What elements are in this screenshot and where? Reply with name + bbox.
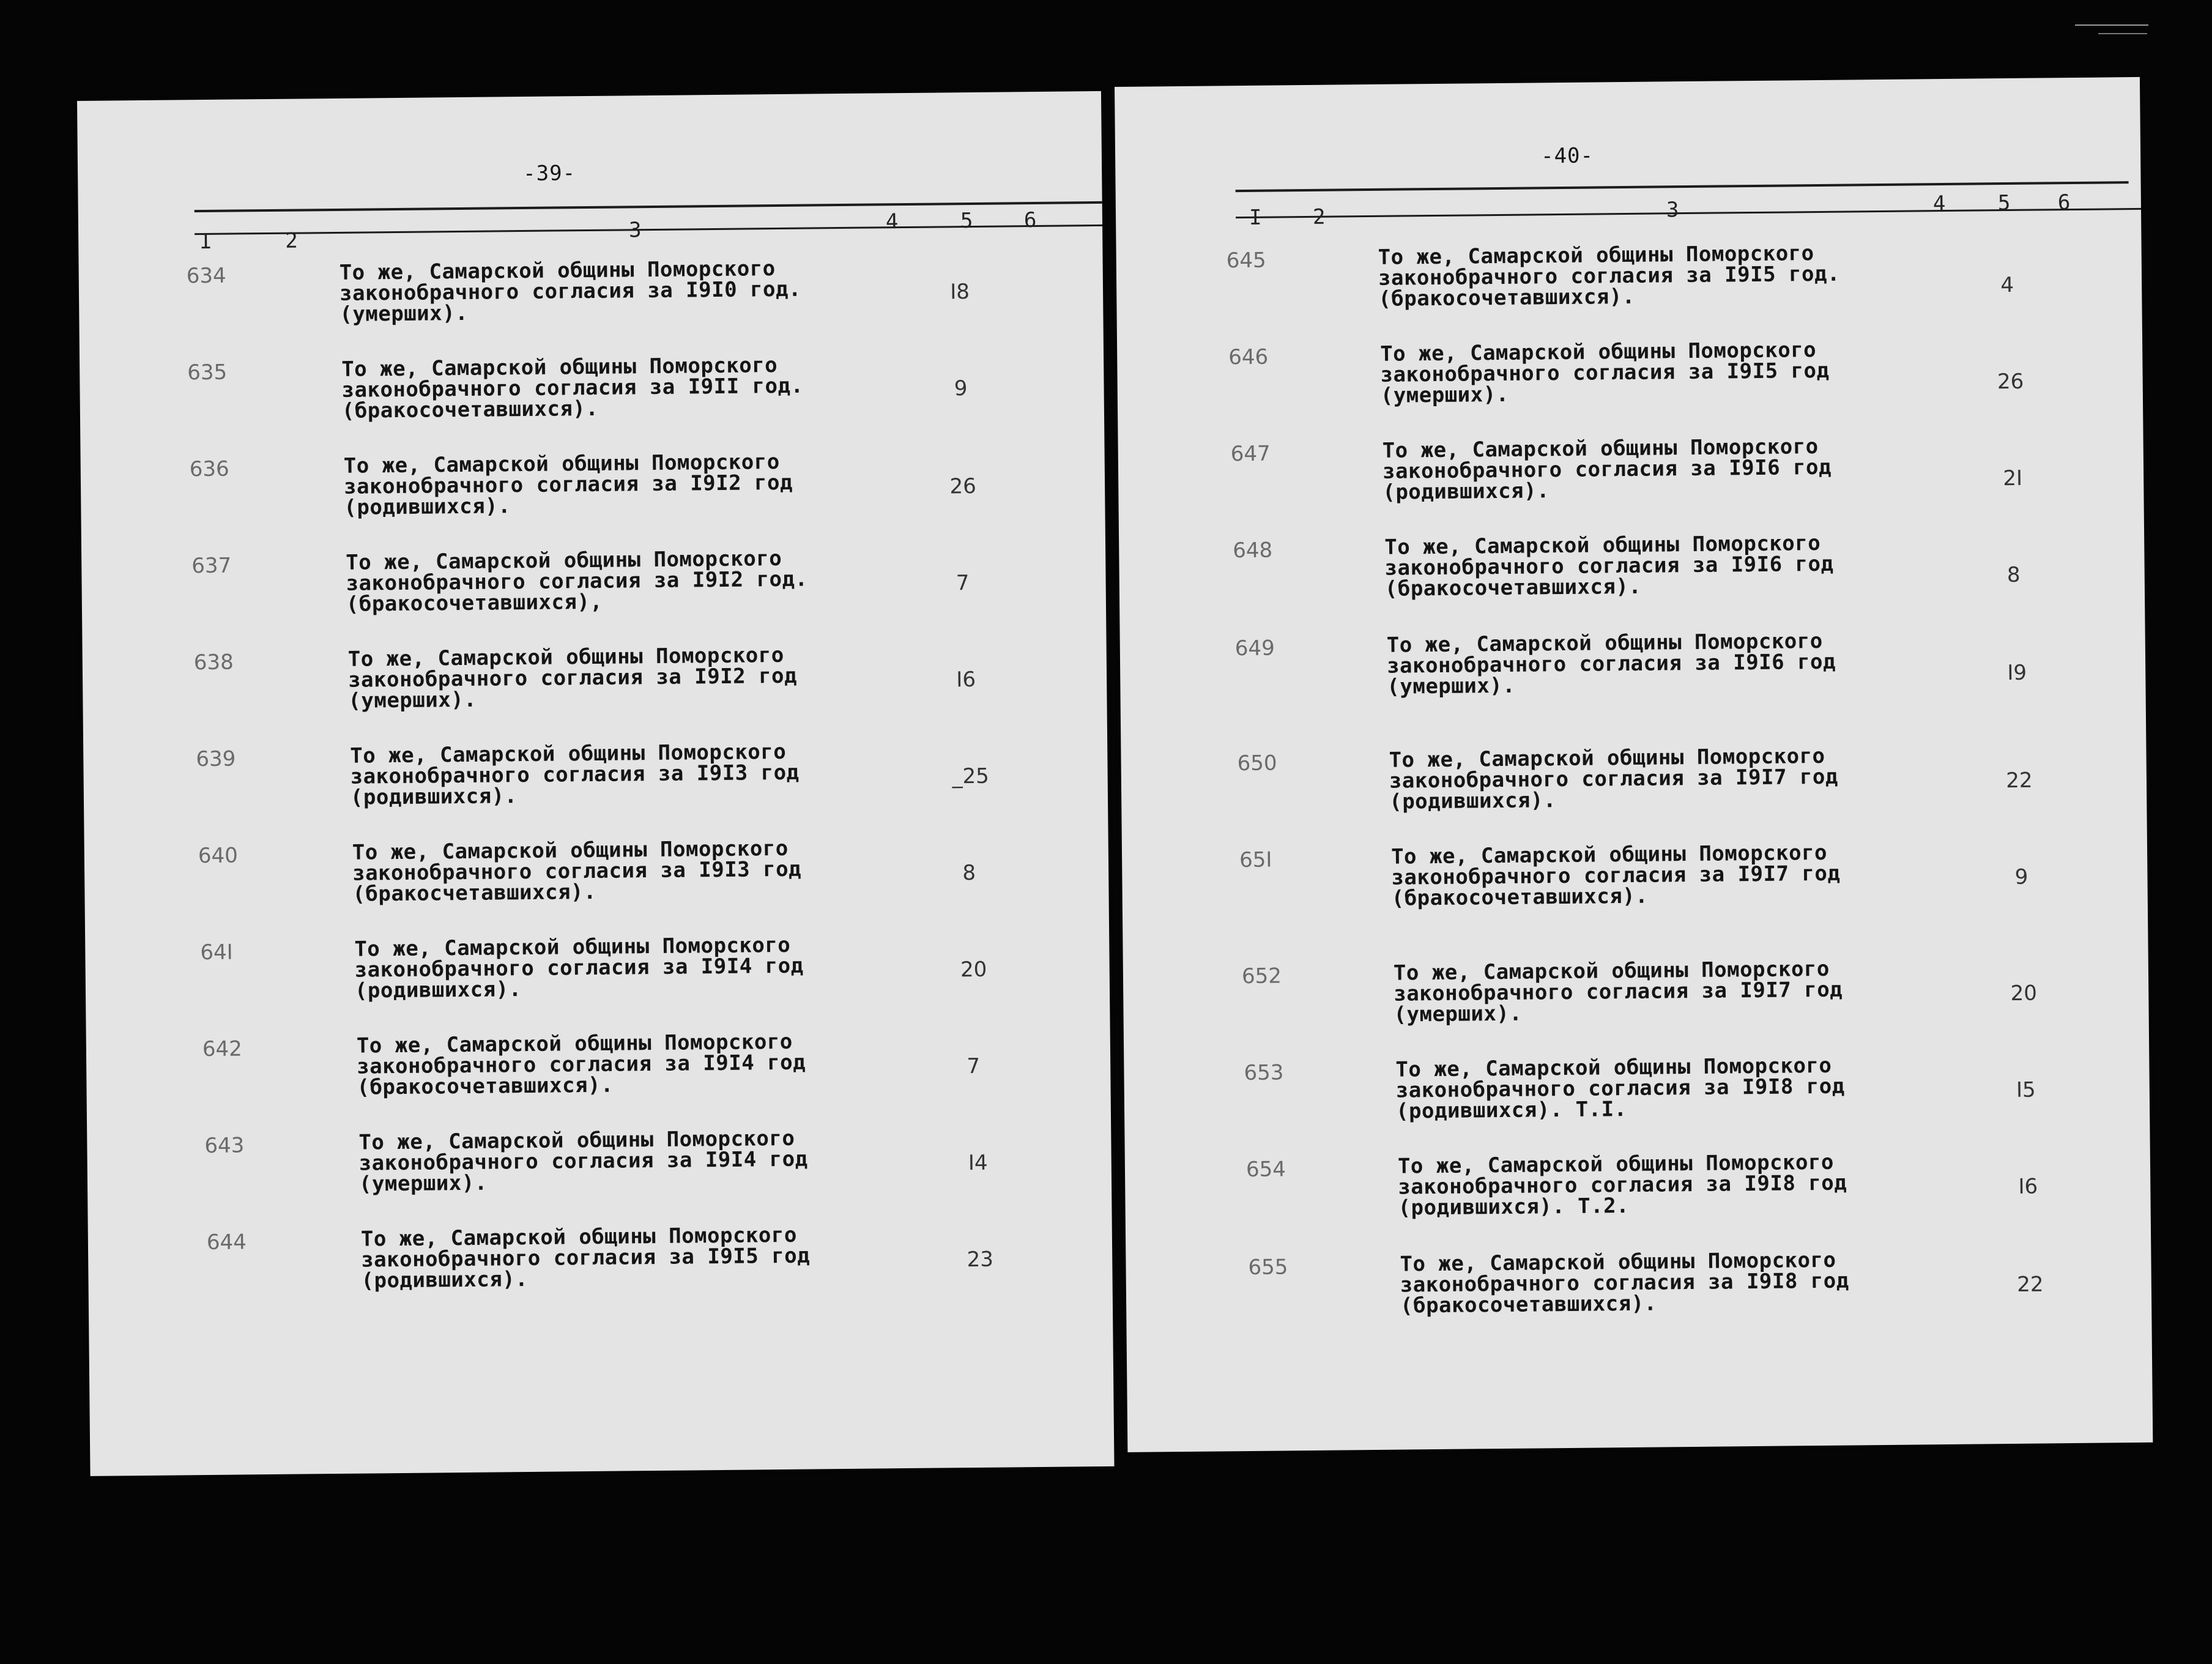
row-number: 650 — [1237, 751, 1277, 776]
row-number: 653 — [1244, 1060, 1284, 1086]
column-header-1: I — [199, 229, 212, 254]
row-description: То же, Самарской общины Поморского законобрачного согласия за I9I3 год (бракосчетавшихся). — [352, 836, 802, 907]
row-count: 26 — [949, 474, 976, 499]
row-description: То же, Самарской общины Поморского законобрачного согласия за I9I7 год (родившихся). — [1389, 743, 1839, 814]
scan-mark — [2075, 24, 2148, 26]
table-row — [1122, 839, 2148, 941]
row-description: То же, Самарской общины Поморского законобрачного согласия за I9I5 год. (бракосочетавшихся). — [1378, 241, 1841, 311]
row-count: 7 — [956, 571, 970, 596]
row-count: 20 — [2010, 981, 2038, 1006]
row-number: 64I — [200, 940, 233, 965]
table-row — [84, 835, 1109, 937]
column-header-2: 2 — [1312, 204, 1326, 229]
row-number: 648 — [1233, 538, 1273, 563]
row-description: То же, Самарской общины Поморского законобрачного согласия за I9I4 год (родившихся). — [354, 932, 804, 1003]
table-row — [83, 738, 1108, 840]
table-row — [1119, 530, 2145, 631]
row-number: 647 — [1230, 441, 1271, 467]
table-row — [87, 1125, 1112, 1227]
table-row — [1125, 1149, 2151, 1250]
row-description: То же, Самарской общины Поморского законобрачного согласия за I9I0 год. (умерших). — [339, 256, 802, 327]
page-number: -39- — [522, 161, 576, 187]
table-row — [81, 545, 1106, 647]
row-count: I8 — [950, 280, 970, 305]
row-number: 638 — [193, 650, 234, 675]
row-number: 655 — [1248, 1255, 1288, 1280]
row-number: 642 — [202, 1036, 242, 1062]
row-description: То же, Самарской общины Поморского законобрачного согласия за I9I8 год (родившихся). Т.2. — [1397, 1150, 1847, 1220]
row-count: I6 — [956, 667, 976, 693]
table-row — [83, 642, 1107, 743]
row-number: 646 — [1228, 344, 1269, 370]
row-count: I9 — [2007, 660, 2027, 686]
row-count: 8 — [2006, 562, 2021, 588]
table-row — [80, 352, 1104, 453]
column-header-2: 2 — [285, 228, 298, 253]
row-count: I4 — [968, 1150, 988, 1176]
row-description: То же, Самарской общины Поморского законобрачного согласия за I9I8 год (родившихся). Т.I. — [1395, 1053, 1845, 1124]
column-header-1: I — [1249, 205, 1262, 230]
row-description: То же, Самарской общины Поморского законобрачного согласия за I9I5 год (умерших). — [1380, 338, 1830, 408]
table-row — [1121, 743, 2147, 844]
row-description: То же, Самарской общины Поморского законобрачного согласия за I9I6 год (умерших). — [1386, 628, 1836, 699]
column-header-6: 6 — [2057, 190, 2071, 215]
left-page — [77, 91, 1115, 1476]
row-description: То же, Самарской общины Поморского законобрачного согласия за I9I7 год (умерших). — [1393, 956, 1843, 1027]
row-count: 22 — [2006, 768, 2033, 793]
row-number: 65I — [1239, 847, 1272, 873]
row-count: 8 — [962, 860, 976, 886]
row-number: 637 — [191, 553, 232, 579]
row-description: То же, Самарской общины Поморского законобрачного согласия за I9I2 год. (бракосочетавшихся), — [346, 546, 808, 617]
header-rule-top — [1236, 181, 2129, 192]
row-count: 7 — [967, 1053, 981, 1079]
table-row — [1124, 1052, 2150, 1154]
row-description: То же, Самарской общины Поморского законобрачного согласия за I9I7 год (бракосочетавшихся). — [1390, 840, 1841, 911]
table-row — [1120, 628, 2146, 729]
page-number: -40- — [1540, 143, 1594, 169]
row-count: 9 — [954, 376, 968, 401]
row-count: 22 — [2017, 1272, 2044, 1297]
column-header-4: 4 — [1932, 191, 1946, 217]
row-description: То же, Самарской общины Поморского законобрачного согласия за I9I4 год (бракосочетавшихся). — [356, 1029, 806, 1100]
table-row — [88, 1222, 1113, 1323]
table-row — [1117, 336, 2143, 438]
row-count: 2I — [2003, 466, 2023, 491]
table-row — [79, 255, 1104, 357]
row-count: 23 — [967, 1247, 994, 1272]
row-number: 634 — [186, 263, 226, 289]
row-description: То же, Самарской общины Поморского законобрачного согласия за I9I2 год (родившихся). — [343, 450, 793, 520]
row-number: 649 — [1234, 636, 1275, 661]
column-header-3: 3 — [1666, 198, 1679, 223]
row-number: 654 — [1245, 1157, 1286, 1183]
row-description: То же, Самарской общины Поморского законобрачного согласия за I9I3 год (родившихся). — [350, 739, 800, 810]
row-number: 636 — [189, 456, 229, 482]
table-row — [1118, 433, 2144, 535]
row-description: То же, Самарской общины Поморского законобрачного согласия за I9I8 год (бракосочетавшихся). — [1400, 1247, 1849, 1318]
column-header-6: 6 — [1023, 207, 1037, 233]
table-row — [1126, 1247, 2151, 1348]
column-header-5: 5 — [960, 208, 973, 234]
column-header-5: 5 — [1997, 190, 2011, 216]
table-row — [1123, 956, 2149, 1057]
row-description: То же, Самарской общины Поморского законобрачного согласия за I9I4 год (умерших). — [358, 1126, 808, 1197]
row-number: 644 — [206, 1230, 247, 1255]
table-row — [86, 1028, 1111, 1130]
row-description: То же, Самарской общины Поморского законобрачного согласия за I9II год. (бракосочетавшихся). — [341, 353, 804, 423]
row-number: 643 — [204, 1133, 245, 1159]
row-description: То же, Самарской общины Поморского законобрачного согласия за I9I2 год (умерших). — [347, 642, 798, 713]
row-number: 645 — [1226, 248, 1266, 273]
row-count: 26 — [1997, 369, 2024, 395]
row-count: 4 — [2000, 272, 2014, 298]
row-count: 20 — [960, 957, 987, 982]
row-description: То же, Самарской общины Поморского законобрачного согласия за I9I5 год (родившихся). — [360, 1222, 811, 1293]
right-page — [1115, 77, 2153, 1452]
table-row — [81, 448, 1105, 550]
scan-mark — [2098, 33, 2147, 34]
row-count: I6 — [2018, 1174, 2038, 1199]
row-number: 635 — [187, 360, 228, 385]
column-header-3: 3 — [628, 218, 642, 243]
row-number: 639 — [196, 746, 236, 772]
row-description: То же, Самарской общины Поморского законобрачного согласия за I9I6 год (родившихся). — [1382, 434, 1832, 505]
row-description: То же, Самарской общины Поморского законобрачного согласия за I9I6 год (бракосочетавшихся). — [1384, 530, 1834, 601]
row-count: _25 — [952, 763, 989, 789]
row-count: I5 — [2016, 1077, 2036, 1102]
row-number: 652 — [1241, 964, 1282, 989]
table-row — [85, 932, 1110, 1033]
column-header-4: 4 — [885, 209, 899, 234]
row-number: 640 — [198, 843, 238, 869]
row-count: 9 — [2014, 864, 2028, 890]
table-row — [1116, 240, 2142, 341]
